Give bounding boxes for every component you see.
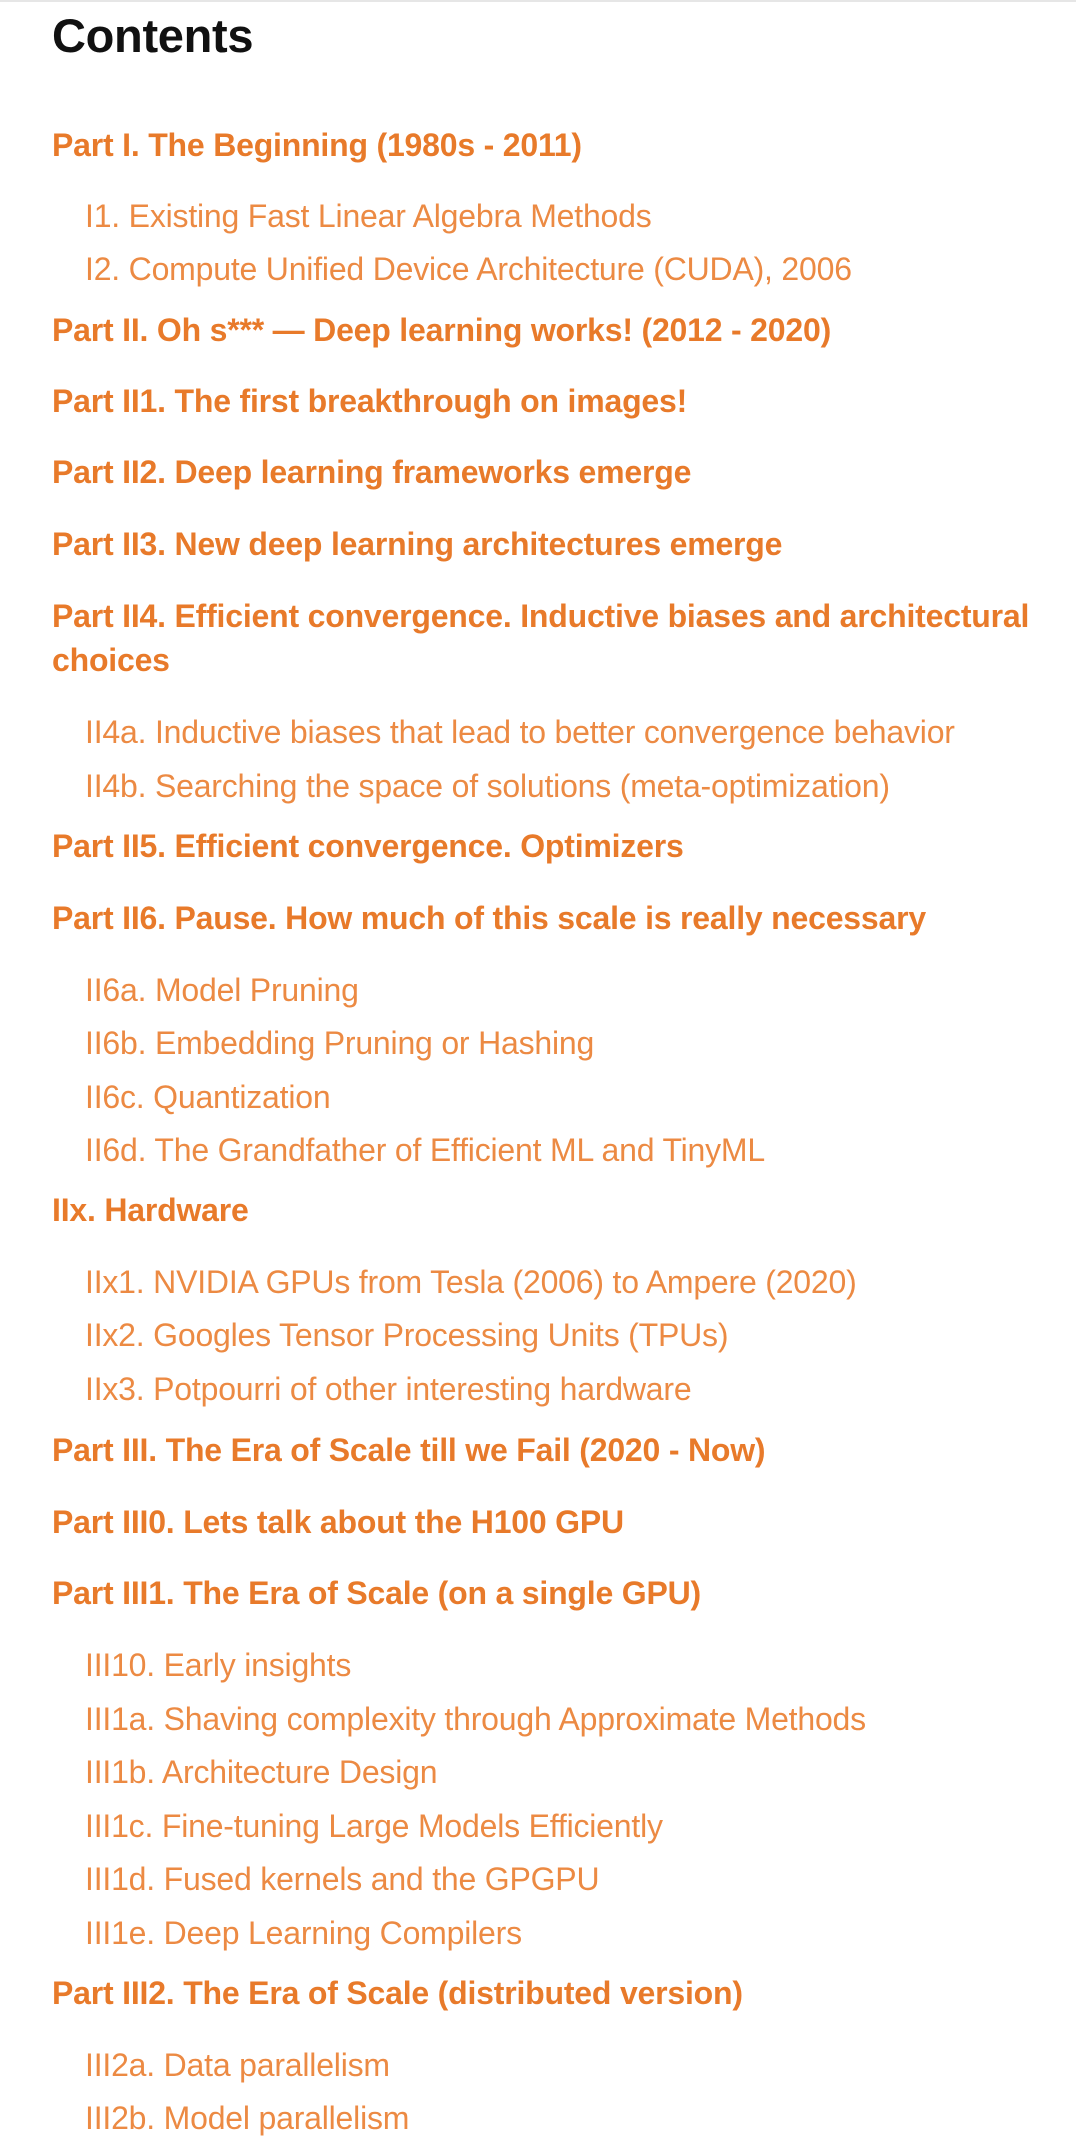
toc-part-ii6[interactable]: Part II6. Pause. How much of this scale is really necessary [52, 900, 926, 936]
toc-section-i1[interactable]: I1. Existing Fast Linear Algebra Methods [85, 198, 652, 234]
toc-part-iii1[interactable]: Part III1. The Era of Scale (on a single GPU) [52, 1575, 701, 1611]
page-title: Contents [52, 9, 254, 62]
toc-section-iii2b[interactable]: III2b. Model parallelism [85, 2100, 410, 2136]
toc-part-iii[interactable]: Part III. The Era of Scale till we Fail (2020 - Now) [52, 1432, 766, 1468]
toc-section-iix2[interactable]: IIx2. Googles Tensor Processing Units (TPUs) [85, 1317, 729, 1353]
toc-section-ii6d[interactable]: II6d. The Grandfather of Efficient ML and TinyML [85, 1132, 765, 1168]
toc-part-ii3[interactable]: Part II3. New deep learning architectures emerge [52, 526, 783, 562]
toc-part-ii5[interactable]: Part II5. Efficient convergence. Optimizers [52, 828, 684, 864]
toc-part-iii2[interactable]: Part III2. The Era of Scale (distributed version) [52, 1975, 743, 2011]
toc-section-ii4b[interactable]: II4b. Searching the space of solutions (meta-optimization) [85, 768, 890, 804]
toc-section-iix1[interactable]: IIx1. NVIDIA GPUs from Tesla (2006) to Ampere (2020) [85, 1264, 857, 1300]
top-divider [0, 0, 1076, 2]
toc-part-ii[interactable]: Part II. Oh s*** — Deep learning works! (2012 - 2020) [52, 312, 832, 348]
toc-part-ii2[interactable]: Part II2. Deep learning frameworks emerge [52, 454, 692, 490]
toc-section-ii6c[interactable]: II6c. Quantization [85, 1079, 331, 1115]
toc-section-iix3[interactable]: IIx3. Potpourri of other interesting hardware [85, 1371, 692, 1407]
toc-section-iii1b[interactable]: III1b. Architecture Design [85, 1754, 438, 1790]
toc-section-iii1d[interactable]: III1d. Fused kernels and the GPGPU [85, 1861, 600, 1897]
toc-section-ii6b[interactable]: II6b. Embedding Pruning or Hashing [85, 1025, 595, 1061]
toc-part-iix[interactable]: IIx. Hardware [52, 1192, 249, 1228]
toc-section-iii1a[interactable]: III1a. Shaving complexity through Approximate Methods [85, 1701, 866, 1737]
toc-section-iii1c[interactable]: III1c. Fine-tuning Large Models Efficiently [85, 1808, 663, 1844]
toc-section-iii1e[interactable]: III1e. Deep Learning Compilers [85, 1915, 522, 1951]
toc-section-ii6a[interactable]: II6a. Model Pruning [85, 972, 359, 1008]
toc-section-iii2a[interactable]: III2a. Data parallelism [85, 2047, 390, 2083]
toc-section-i2[interactable]: I2. Compute Unified Device Architecture (CUDA), 2006 [85, 251, 852, 287]
toc-part-iii0[interactable]: Part III0. Lets talk about the H100 GPU [52, 1504, 624, 1540]
toc-part-ii1[interactable]: Part II1. The first breakthrough on images! [52, 383, 688, 419]
toc-part-ii4[interactable]: Part II4. Efficient convergence. Inductive biases and architectural choices [52, 598, 1030, 678]
toc-part-i[interactable]: Part I. The Beginning (1980s - 2011) [52, 127, 582, 163]
toc-section-iii10[interactable]: III10. Early insights [85, 1647, 352, 1683]
toc-section-ii4a[interactable]: II4a. Inductive biases that lead to better convergence behavior [85, 714, 955, 750]
